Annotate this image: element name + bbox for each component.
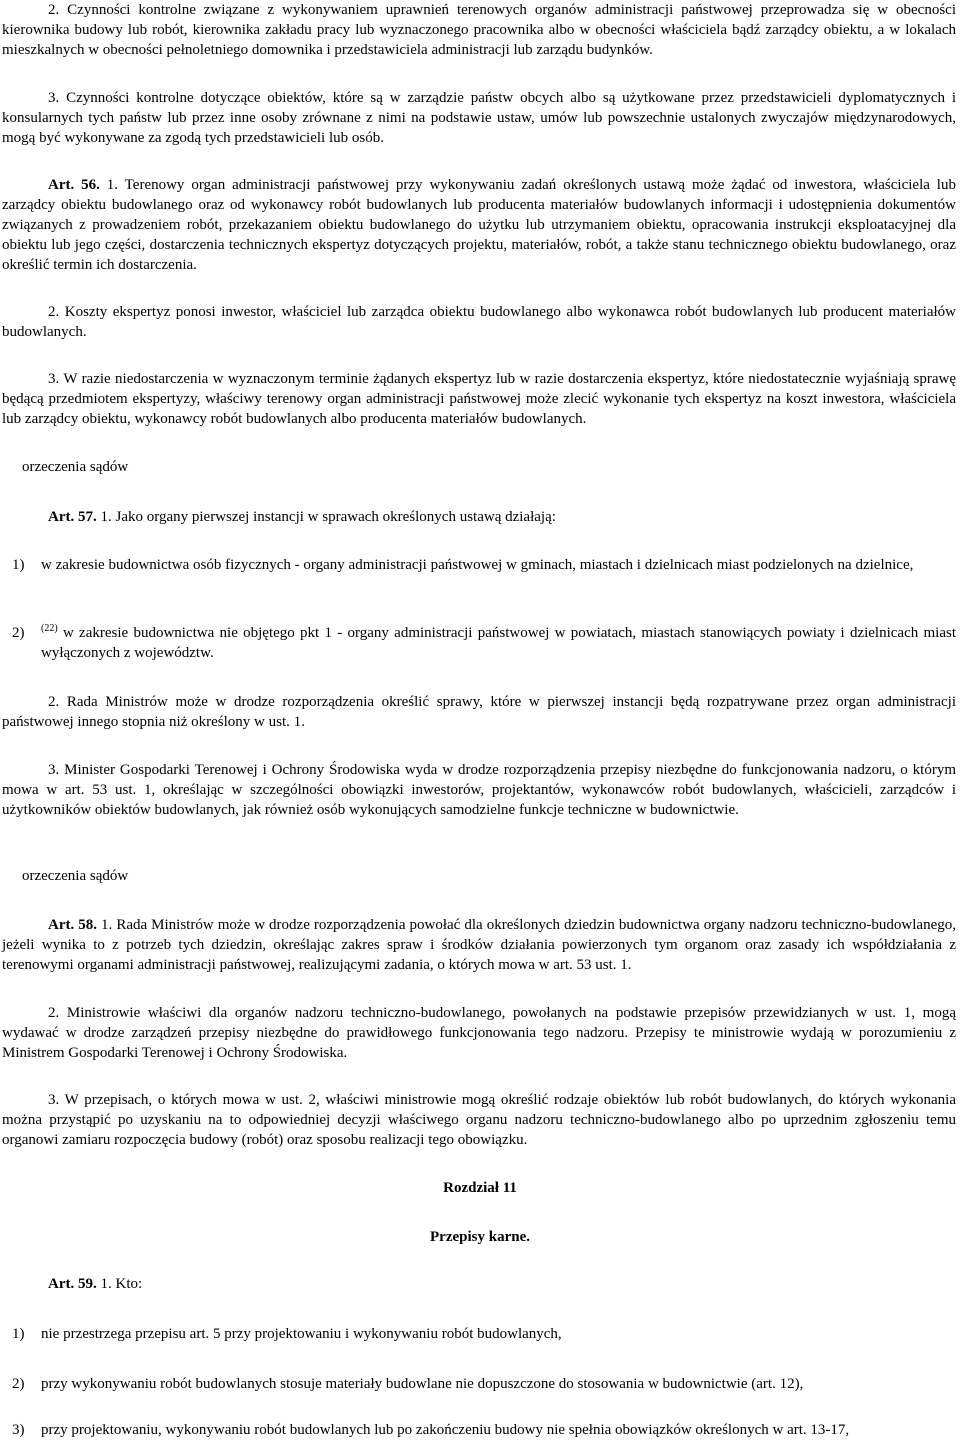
paragraph-control-presence: 2. Czynności kontrolne związane z wykonywaniem uprawnień terenowych organów administracji państwowej przeprowadza się w obecności kierownika budowy lub robót, kierownika zakładu pracy lub wyznaczonego pracownika albo w obecności właściciela bądź zarządcy obiektu, a w lokalach mieszkalnych w obecności pełnoletniego domownika i przedstawiciela administracji lub zarządu budynków. — [2, 2, 956, 58]
article-59-text-1: 1. Kto: — [96, 1276, 143, 1292]
article-59-paragraph-1 — [48, 1274, 142, 1294]
list-number: 3) — [12, 1422, 25, 1438]
list-number: 2) — [12, 1376, 25, 1392]
article-59-item-1 — [2, 1324, 956, 1344]
article-56-text-1: 1. Terenowy organ administracji państwowej przy wykonywaniu zadań określonych ustawą może żądać od inwestora, właściciela lub zarządcy obiektu budowlanego oraz od wykonawcy robót budowlanych lub producenta materiałów budowlanych informacji i udostępnienia dokumentów związanych z prowadzeniem robót, przekazaniem obiektu budowlanego do użytku lub utrzymaniem obiektu, opracowania instrukcji eksploatacyjnej dla obiektu lub jego części, dostarczenia technicznych ekspertyz dotyczących projektu, materiałów, robót, a także stanu technicznego obiektu budowlanego, oraz określić termin ich dostarczenia. — [2, 177, 956, 273]
list-text-container — [41, 623, 956, 663]
article-57-item-1 — [2, 555, 956, 575]
article-57-paragraph-1 — [2, 507, 956, 527]
chapter-heading: Rozdział 11 — [443, 1180, 517, 1196]
list-text: przy wykonywaniu robót budowlanych stosuje materiały budowlane nie dopuszczone do stosowania w budownictwie (art. 12), — [41, 1376, 804, 1392]
article-59-item-2 — [2, 1374, 956, 1394]
court-rulings-link[interactable]: orzeczenia sądów — [22, 868, 129, 884]
footnote-ref[interactable]: (22) — [41, 623, 58, 634]
article-59-item-3 — [2, 1420, 956, 1440]
article-57-item-2 — [2, 623, 956, 663]
paragraph-diplomatic-objects: 3. Czynności kontrolne dotyczące obiektów, które są w zarządzie państw obcych albo są użytkowane przez przedstawicieli dyplomatycznych i konsularnych tych państw lub przez inne osoby zrównane z nimi na podstawie ustaw, umów lub powszechnie ustalonych zwyczajów międzynarodowych, mogą być wykonywane za zgodą tych przedstawicieli lub osób. — [2, 90, 956, 146]
list-text: w zakresie budownictwa osób fizycznych - organy administracji państwowej w gminach, miastach i dzielnicach miast podzielonych na dzielnice, — [41, 557, 914, 573]
article-58-paragraph-3: 3. W przepisach, o których mowa w ust. 2, właściwi ministrowie mogą określić rodzaje obiektów lub robót budowlanych, do których wykonania można przystąpić po uzyskaniu na to odpowiedniej decyzji właściwego organu nadzoru techniczno-budowlanego albo po uprzednim zgłoszeniu temu organowi zamiaru rozpoczęcia budowy (robót) oraz sposobu realizacji tego obowiązku. — [2, 1092, 956, 1148]
article-56-paragraph-2: 2. Koszty ekspertyz ponosi inwestor, właściciel lub zarządca obiektu budowlanego albo wykonawca robót budowlanych lub producent materiałów budowlanych. — [2, 304, 956, 340]
chapter-title: Przepisy karne. — [430, 1229, 530, 1245]
article-58-paragraph-1 — [2, 915, 956, 975]
list-number: 1) — [12, 557, 25, 573]
article-58-text-1: 1. Rada Ministrów może w drodze rozporządzenia powołać dla określonych dziedzin budownictwa organy nadzoru techniczno-budowlanego, jeżeli wynika to z potrzeb tych dziedzin, określając zakres spraw i środków działania powierzonych tym organom oraz zasady ich współdziałania z terenowymi organami administracji państwowej, realizującymi zadania, o których mowa w art. 53 ust. 1. — [2, 917, 956, 973]
article-56-paragraph-1 — [2, 175, 956, 275]
article-56-label: Art. 56. — [48, 177, 100, 193]
list-text: przy projektowaniu, wykonywaniu robót budowlanych lub po zakończeniu budowy nie spełnia obowiązków określonych w art. 13-17, — [41, 1422, 850, 1438]
article-57-text-1: 1. Jako organy pierwszej instancji w sprawach określonych ustawą działają: — [96, 509, 556, 525]
article-58-paragraph-2: 2. Ministrowie właściwi dla organów nadzoru techniczno-budowlanego, powołanych na podstawie przepisów przewidzianych w ust. 1, mogą wydawać w drodze zarządzeń przepisy niezbędne do prawidłowego funkcjonowania tego nadzoru. Przepisy te ministrowie wydają w porozumieniu z Ministrem Gospodarki Terenowej i Ochrony Środowiska. — [2, 1005, 956, 1061]
article-58-label: Art. 58. — [48, 917, 98, 933]
article-57-label: Art. 57. — [48, 509, 97, 525]
court-rulings-link[interactable]: orzeczenia sądów — [22, 459, 129, 475]
article-56-paragraph-3: 3. W razie niedostarczenia w wyznaczonym terminie żądanych ekspertyz lub w razie dostarczenia ekspertyz, które niedostatecznie wyjaśniają sprawę będącą przedmiotem ekspertyzy, właściwy terenowy organ administracji państwowej może zlecić wykonanie tych ekspertyz na koszt inwestora, właściciela lub zarządcy obiektu, wykonawcy robót budowlanych albo producenta materiałów budowlanych. — [2, 371, 956, 427]
list-text: nie przestrzega przepisu art. 5 przy projektowaniu i wykonywaniu robót budowlanych, — [41, 1326, 562, 1342]
list-text: w zakresie budownictwa nie objętego pkt 1 - organy administracji państwowej w powiatach, miastach stanowiących powiaty i dzielnicach miast wyłączonych z województw. — [41, 625, 956, 661]
article-57-paragraph-2: 2. Rada Ministrów może w drodze rozporządzenia określić sprawy, które w pierwszej instancji będą rozpatrywane przez organ administracji państwowej innego stopnia niż określony w ust. 1. — [2, 694, 956, 730]
list-number: 2) — [12, 625, 25, 641]
article-59-label: Art. 59. — [48, 1276, 97, 1292]
list-number: 1) — [12, 1326, 25, 1342]
article-57-paragraph-3: 3. Minister Gospodarki Terenowej i Ochrony Środowiska wyda w drodze rozporządzenia przepisy niezbędne do funkcjonowania nadzoru, o którym mowa w art. 53 ust. 1, określając w szczególności obowiązki inwestorów, projektantów, wykonawców robót budowlanych, właścicieli, zarządców i użytkowników obiektów budowlanych, jak również osób wykonujących samodzielne funkcje techniczne w budownictwie. — [2, 762, 956, 818]
